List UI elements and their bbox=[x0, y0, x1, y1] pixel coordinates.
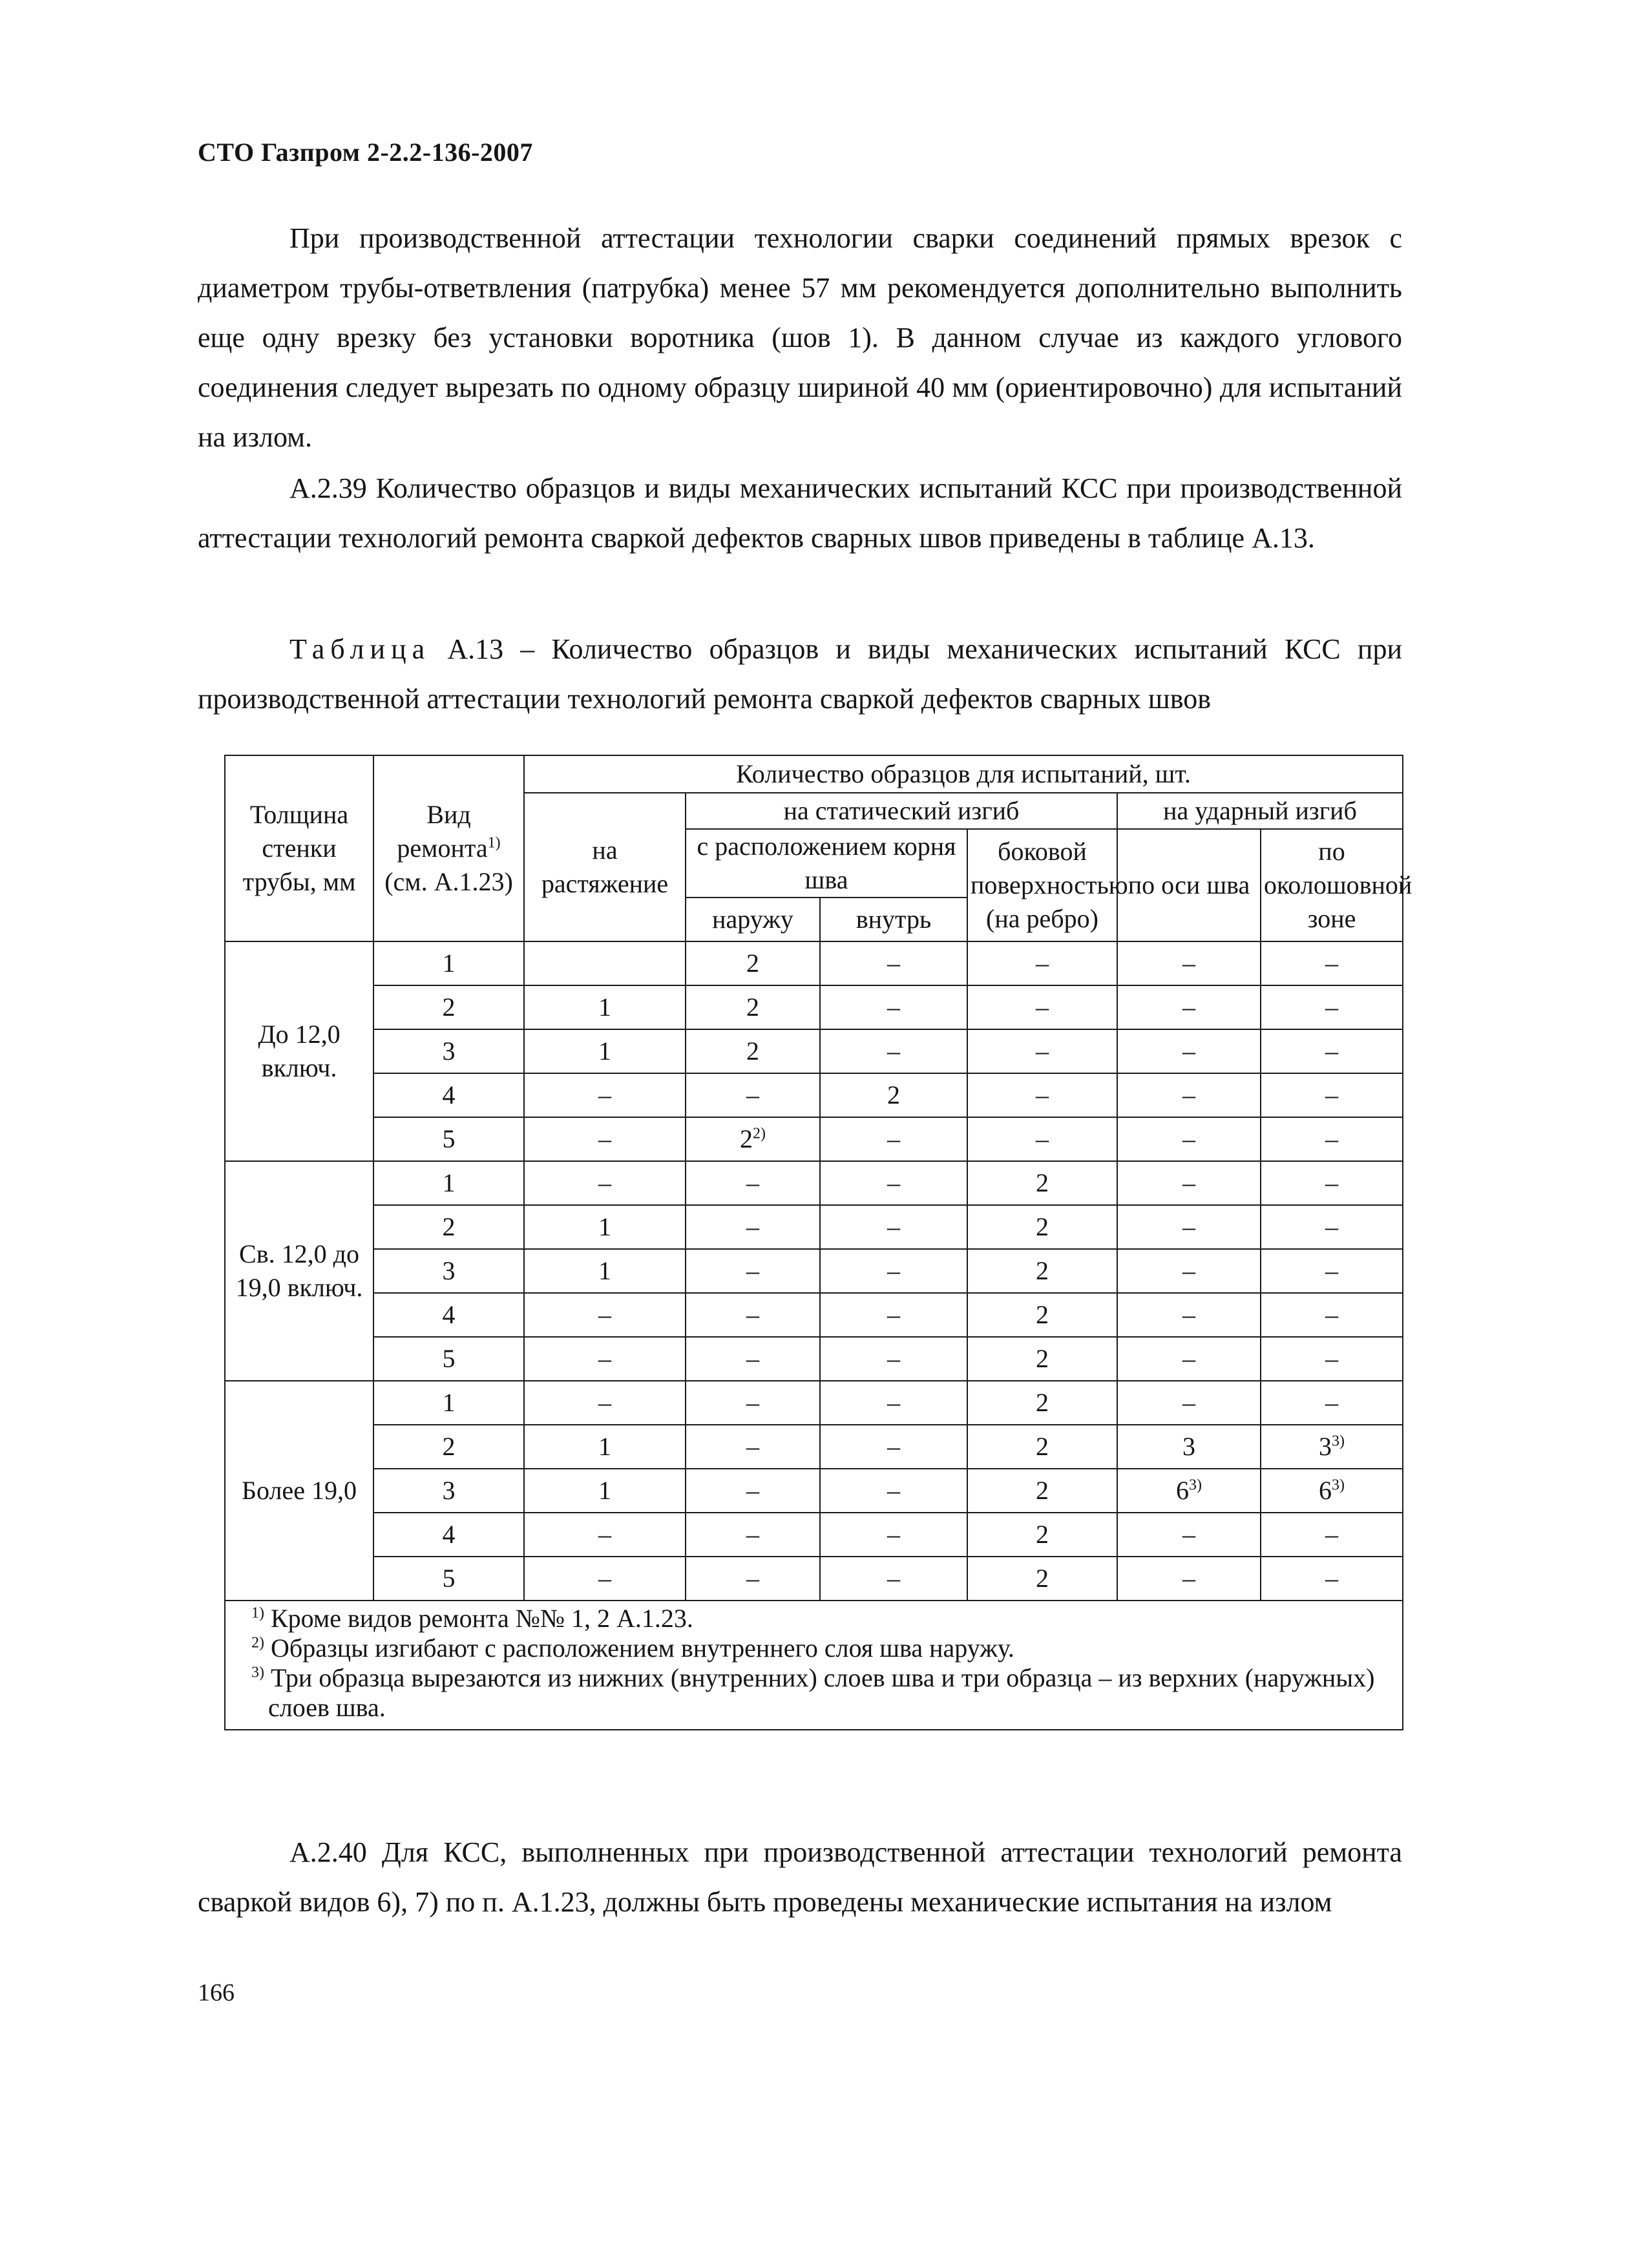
table-cell: 4 bbox=[373, 1513, 524, 1557]
header-haz: по околошовной зоне bbox=[1261, 829, 1403, 941]
table-cell: – bbox=[524, 1381, 686, 1425]
table-cell: 2 bbox=[373, 1425, 524, 1469]
footnote: $^{3)}$ Три образца вырезаются из нижних (внутренних) слоев шва и три образца – из верхних (наружных) слоев шва. bbox=[251, 1663, 1375, 1722]
table-cell: 2 bbox=[967, 1469, 1117, 1513]
table-cell: – bbox=[686, 1293, 820, 1337]
table-cell: 5 bbox=[373, 1337, 524, 1381]
table-cell: – bbox=[686, 1161, 820, 1205]
table-cell: 1 bbox=[373, 1161, 524, 1205]
table-cell: – bbox=[820, 1249, 967, 1293]
table-cell: 2 bbox=[373, 1205, 524, 1249]
table-cell: – bbox=[1261, 1117, 1403, 1161]
header-impact-bend: на ударный изгиб bbox=[1117, 793, 1403, 829]
table-cell: – bbox=[1261, 1073, 1403, 1117]
table-cell: – bbox=[1117, 985, 1261, 1029]
table-cell: 2 bbox=[967, 1557, 1117, 1601]
page-number: 166 bbox=[198, 1979, 235, 2006]
table-cell: – bbox=[967, 985, 1117, 1029]
table-cell: 2 bbox=[967, 1205, 1117, 1249]
table-cell: 1 bbox=[524, 1425, 686, 1469]
table-cell: – bbox=[1261, 1161, 1403, 1205]
table-cell: 2 bbox=[967, 1293, 1117, 1337]
table-cell: – bbox=[820, 1161, 967, 1205]
paragraph-welding-certification bbox=[198, 213, 1402, 462]
samples-table bbox=[224, 755, 1412, 1730]
table-cell: 6$^{3)}$ bbox=[1117, 1469, 1261, 1513]
table-cell: 2 bbox=[967, 1249, 1117, 1293]
table-cell: – bbox=[1117, 1073, 1261, 1117]
table-cell: – bbox=[820, 941, 967, 985]
footnote: $^{2)}$ Образцы изгибают с расположением внутреннего слоя шва наружу. bbox=[251, 1633, 1014, 1663]
paragraph-a-2-39 bbox=[198, 463, 1402, 563]
table-caption-label: Таблица bbox=[289, 633, 431, 665]
table-cell: – bbox=[820, 985, 967, 1029]
paragraph-text: А.2.40 Для КСС, выполненных при производственной аттестации технологий ремонта сваркой видов 6), 7) по п. А.1.23, должны быть проведены механические испытания на излом bbox=[198, 1836, 1402, 1918]
table-cell: – bbox=[820, 1381, 967, 1425]
table-cell: – bbox=[686, 1425, 820, 1469]
table-cell: – bbox=[1117, 1557, 1261, 1601]
table-cell: – bbox=[524, 1337, 686, 1381]
group-label: До 12,0 включ. bbox=[225, 941, 373, 1161]
table-cell: 2 bbox=[967, 1381, 1117, 1425]
header-outward: наружу bbox=[686, 898, 820, 941]
table-cell: – bbox=[524, 1557, 686, 1601]
header-repair-type: Вид ремонта$^{1)}$ (см. А.1.23) bbox=[373, 755, 524, 941]
table-cell: – bbox=[967, 1117, 1117, 1161]
table-caption bbox=[198, 624, 1402, 724]
table-cell: – bbox=[1261, 1029, 1403, 1073]
table-cell: 3 bbox=[373, 1029, 524, 1073]
footnote: $^{1)}$ Кроме видов ремонта №№ 1, 2 А.1.23. bbox=[251, 1604, 693, 1633]
table-cell: – bbox=[1261, 1381, 1403, 1425]
table-cell: 2 bbox=[686, 1029, 820, 1073]
table-cell: – bbox=[820, 1205, 967, 1249]
table-cell: – bbox=[820, 1425, 967, 1469]
table-cell: – bbox=[1117, 1381, 1261, 1425]
table-cell: 1 bbox=[524, 985, 686, 1029]
table-cell: – bbox=[1117, 1161, 1261, 1205]
table-cell: – bbox=[1261, 1513, 1403, 1557]
table-cell: – bbox=[524, 1117, 686, 1161]
header-root-position: с расположением корня шва bbox=[686, 829, 967, 898]
table-cell: – bbox=[1117, 1029, 1261, 1073]
table-cell: – bbox=[967, 1073, 1117, 1117]
header-thickness: Толщина стенки трубы, мм bbox=[225, 755, 373, 941]
table-cell: 1 bbox=[524, 1029, 686, 1073]
table-cell: – bbox=[686, 1469, 820, 1513]
table-cell: 3 bbox=[373, 1469, 524, 1513]
table-cell: 1 bbox=[373, 1381, 524, 1425]
table-cell: – bbox=[1261, 1205, 1403, 1249]
header-tension: на растяжение bbox=[524, 793, 686, 941]
table-cell: – bbox=[686, 1557, 820, 1601]
table-cell: – bbox=[820, 1469, 967, 1513]
table-cell: – bbox=[524, 1073, 686, 1117]
table-cell: – bbox=[820, 1557, 967, 1601]
table-cell: – bbox=[1261, 1293, 1403, 1337]
table-cell: – bbox=[524, 1293, 686, 1337]
table-cell: 3 bbox=[373, 1249, 524, 1293]
table-cell: – bbox=[1117, 1293, 1261, 1337]
table-cell bbox=[524, 941, 686, 985]
table-cell: – bbox=[686, 1337, 820, 1381]
table-caption-text: А.13 – Количество образцов и виды механических испытаний КСС при производственной аттестации технологий ремонта сваркой дефектов сварных швов bbox=[198, 633, 1403, 715]
group-label: Более 19,0 bbox=[225, 1381, 373, 1601]
table-cell: – bbox=[524, 1513, 686, 1557]
table-cell: 2 bbox=[967, 1337, 1117, 1381]
document-code-header: СТО Газпром 2-2.2-136-2007 bbox=[198, 138, 533, 167]
table-cell: – bbox=[686, 1073, 820, 1117]
group-label: Св. 12,0 до 19,0 включ. bbox=[225, 1161, 373, 1381]
table-cell: – bbox=[1261, 1249, 1403, 1293]
table-cell: – bbox=[820, 1293, 967, 1337]
table-footnotes bbox=[225, 1601, 1403, 1730]
table-cell: – bbox=[1261, 941, 1403, 985]
table-cell: 2 bbox=[967, 1161, 1117, 1205]
table-cell: 3 bbox=[1117, 1425, 1261, 1469]
table-cell: – bbox=[967, 1029, 1117, 1073]
table-cell: – bbox=[1117, 1205, 1261, 1249]
table-cell: – bbox=[524, 1161, 686, 1205]
table-cell: – bbox=[820, 1117, 967, 1161]
table-cell: 2 bbox=[686, 985, 820, 1029]
table-cell: – bbox=[1117, 1337, 1261, 1381]
table-cell: 4 bbox=[373, 1073, 524, 1117]
table-cell: – bbox=[1117, 1513, 1261, 1557]
table-cell: 3$^{3)}$ bbox=[1261, 1425, 1403, 1469]
table-cell: – bbox=[820, 1337, 967, 1381]
table-cell: 6$^{3)}$ bbox=[1261, 1469, 1403, 1513]
table-cell: 1 bbox=[373, 941, 524, 985]
paragraph-text: При производственной аттестации технологии сварки соединений прямых врезок с диаметром трубы-ответвления (патрубка) менее 57 мм рекомендуется дополнительно выполнить еще одну врезку без установки воротника (шов 1). В данном случае из каждого углового соединения следует вырезать по одному образцу шириной 40 мм (ориентировочно) для испытаний на излом. bbox=[198, 222, 1402, 453]
table-cell: 2 bbox=[967, 1425, 1117, 1469]
paragraph-a-2-40 bbox=[198, 1827, 1402, 1927]
header-inward: внутрь bbox=[820, 898, 967, 941]
header-weld-axis: по оси шва bbox=[1117, 829, 1261, 941]
table-cell: – bbox=[1261, 1337, 1403, 1381]
table-cell: – bbox=[1117, 941, 1261, 985]
table-cell: – bbox=[686, 1205, 820, 1249]
header-static-bend: на статический изгиб bbox=[686, 793, 1117, 829]
table-cell: 1 bbox=[524, 1249, 686, 1293]
table-cell: 2 bbox=[373, 985, 524, 1029]
table-cell: – bbox=[686, 1381, 820, 1425]
table-cell: 2 bbox=[686, 941, 820, 985]
table-cell: 2 bbox=[820, 1073, 967, 1117]
paragraph-text: А.2.39 Количество образцов и виды механических испытаний КСС при производственной аттестации технологий ремонта сваркой дефектов сварных швов приведены в таблице А.13. bbox=[198, 472, 1402, 554]
table-cell: – bbox=[1117, 1249, 1261, 1293]
table-cell: 1 bbox=[524, 1469, 686, 1513]
table-cell: – bbox=[1117, 1117, 1261, 1161]
header-side-surface: боковой поверхностью (на ребро) bbox=[967, 829, 1117, 941]
table-cell: – bbox=[686, 1513, 820, 1557]
table-cell: 2$^{2)}$ bbox=[686, 1117, 820, 1161]
table-cell: – bbox=[686, 1249, 820, 1293]
header-sample-count: Количество образцов для испытаний, шт. bbox=[524, 755, 1403, 793]
table-cell: 1 bbox=[524, 1205, 686, 1249]
table-cell: 2 bbox=[967, 1513, 1117, 1557]
table-cell: – bbox=[1261, 1557, 1403, 1601]
table-cell: – bbox=[820, 1513, 967, 1557]
table-cell: – bbox=[1261, 985, 1403, 1029]
table-cell: – bbox=[820, 1029, 967, 1073]
table-cell: 5 bbox=[373, 1117, 524, 1161]
table-cell: – bbox=[967, 941, 1117, 985]
table-cell: 5 bbox=[373, 1557, 524, 1601]
table-cell: 4 bbox=[373, 1293, 524, 1337]
